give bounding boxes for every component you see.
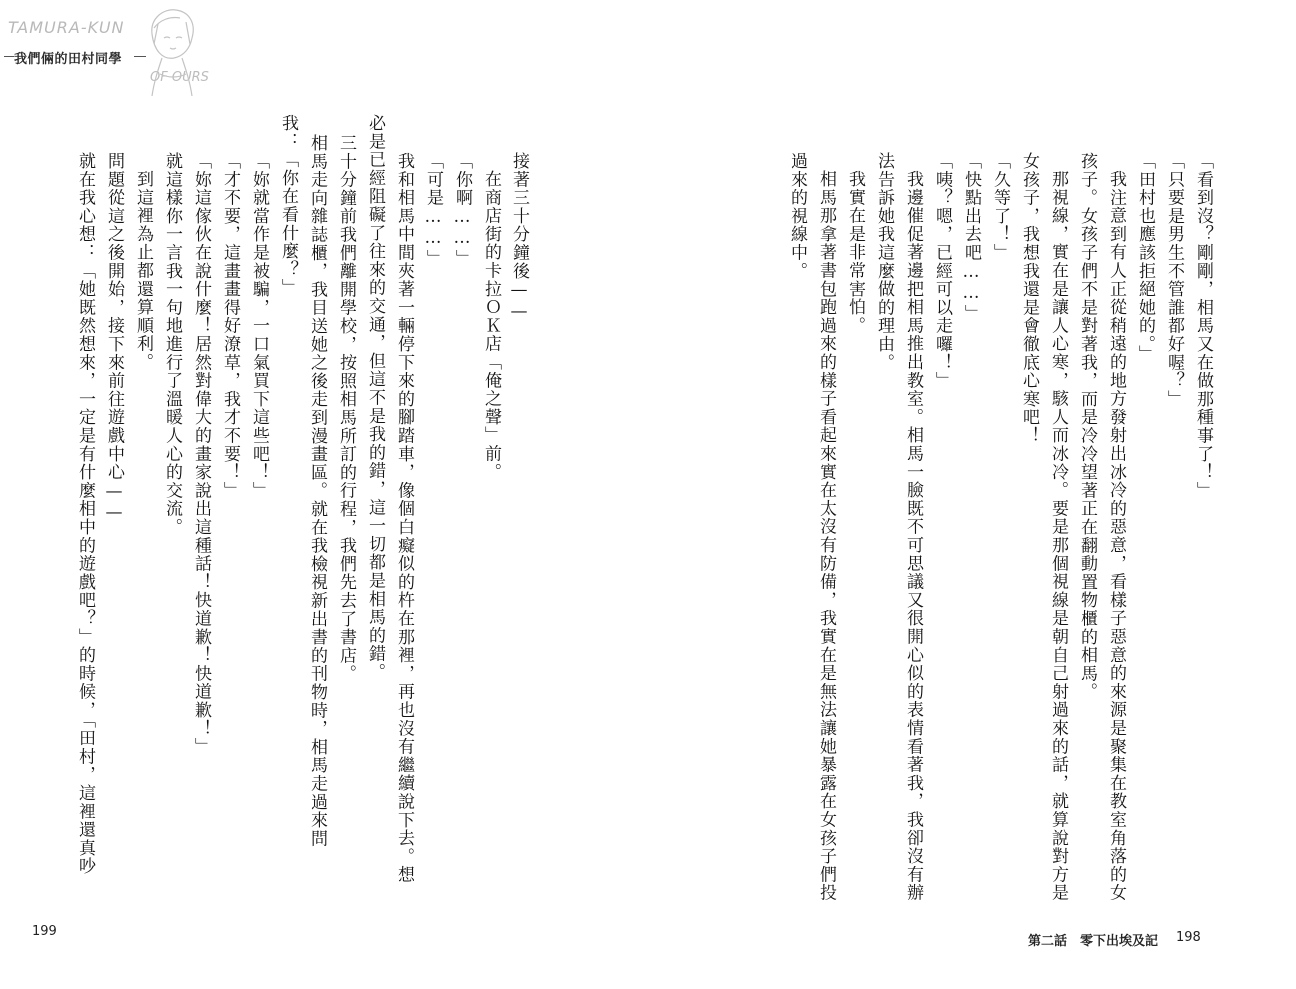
text-line-left-8: 相馬走向雜誌櫃，我目送她之後走到漫畫區。就在我檢視新出書的刊物時，相馬走過來問 <box>307 134 327 848</box>
text-line-right-13: 我實在是非常害怕。 <box>845 170 865 335</box>
chapter-title: 第二話 零下出埃及記 <box>1028 934 1159 949</box>
series-logo <box>0 0 209 105</box>
text-line-right-4: 我注意到有人正從稍遠的地方發射出冰冷的惡意，看樣子惡意的來源是聚集在教室角落的女 <box>1106 170 1126 902</box>
text-line-left-6: 必是已經阻礙了往來的交通，但這不是我的錯，這一切都是相馬的錯。 <box>365 114 385 682</box>
text-line-right-1: 「看到沒？剛剛，相馬又在做那種事了！」 <box>1193 152 1213 500</box>
text-line-right-3: 「田村也應該拒絕她的。」 <box>1135 152 1155 364</box>
text-line-right-15: 過來的視線中。 <box>787 152 807 281</box>
page-number-left: 199 <box>32 924 57 939</box>
girl-sketch-icon <box>140 4 200 100</box>
text-line-right-9: 「快點出去吧……」 <box>961 152 981 323</box>
text-line-left-2: 在商店街的卡拉ＯＫ店「俺之聲」前。 <box>481 170 501 482</box>
text-line-left-15: 問題從這之後開始，接下來前往遊戲中心—— <box>104 152 124 524</box>
text-line-left-5: 我和相馬中間夾著一輛停下來的腳踏車，像個白癡似的杵在那裡，再也沒有繼續說下去。想 <box>394 152 414 884</box>
logo-rule-left <box>4 56 14 57</box>
text-line-right-12: 法告訴她我這麼做的理由。 <box>874 152 894 372</box>
text-line-right-5: 孩子。女孩子們不是對著我，而是冷冷望著正在翻動置物櫃的相馬。 <box>1077 152 1097 701</box>
text-line-right-2: 「只要是男生不管誰都好喔？」 <box>1164 152 1184 409</box>
text-line-left-9: 我：「你在看什麼？」 <box>278 114 298 297</box>
text-line-left-1: 接著三十分鐘後—— <box>509 152 529 323</box>
page-number-right: 198 <box>1176 930 1201 945</box>
logo-top-text: TAMURA-KUN <box>8 18 125 37</box>
logo-sub-text: OF OURS <box>150 70 209 85</box>
text-line-right-8: 「久等了！」 <box>990 152 1010 262</box>
text-line-left-13: 就這樣你一言我一句地進行了溫暖人心的交流。 <box>162 152 182 537</box>
text-line-right-6: 那視線，實在是讓人心寒，駭人而冰冷。要是那個視線是朝自己射過來的話，就算說對方是 <box>1048 170 1068 902</box>
text-line-left-11: 「才不要，這畫畫得好潦草，我才不要！」 <box>220 152 240 500</box>
text-line-right-11: 我邊催促著邊把相馬推出教室。相馬一臉既不可思議又很開心似的表情看著我，我卻沒有辦 <box>903 170 923 902</box>
text-line-left-16: 就在我心想：「她既然想來，一定是有什麼相中的遊戲吧？」的時候，「田村，這裡還真吵 <box>75 152 95 876</box>
series-title: 我們倆的田村同學 <box>14 52 123 67</box>
text-line-left-10: 「妳就當作是被騙，一口氣買下這些吧！」 <box>249 152 269 500</box>
text-line-left-12: 「妳這傢伙在說什麼！居然對偉大的畫家說出這種話！快道歉！快道歉！」 <box>191 152 211 756</box>
text-line-left-14: 到這裡為止都還算順利。 <box>133 170 153 372</box>
text-line-left-4: 「可是……」 <box>423 152 443 268</box>
text-line-right-14: 相馬那拿著書包跑過來的樣子看起來實在太沒有防備，我實在是無法讓她暴露在女孩子們投 <box>816 170 836 902</box>
text-line-left-7: 三十分鐘前我們離開學校，按照相馬所訂的行程，我們先去了書店。 <box>336 134 356 683</box>
text-line-left-3: 「你啊……」 <box>452 152 472 268</box>
text-line-right-7: 女孩子，我想我還是會徹底心寒吧！ <box>1019 152 1039 445</box>
text-line-right-10: 「咦？嗯，已經可以走囉！」 <box>932 152 952 390</box>
